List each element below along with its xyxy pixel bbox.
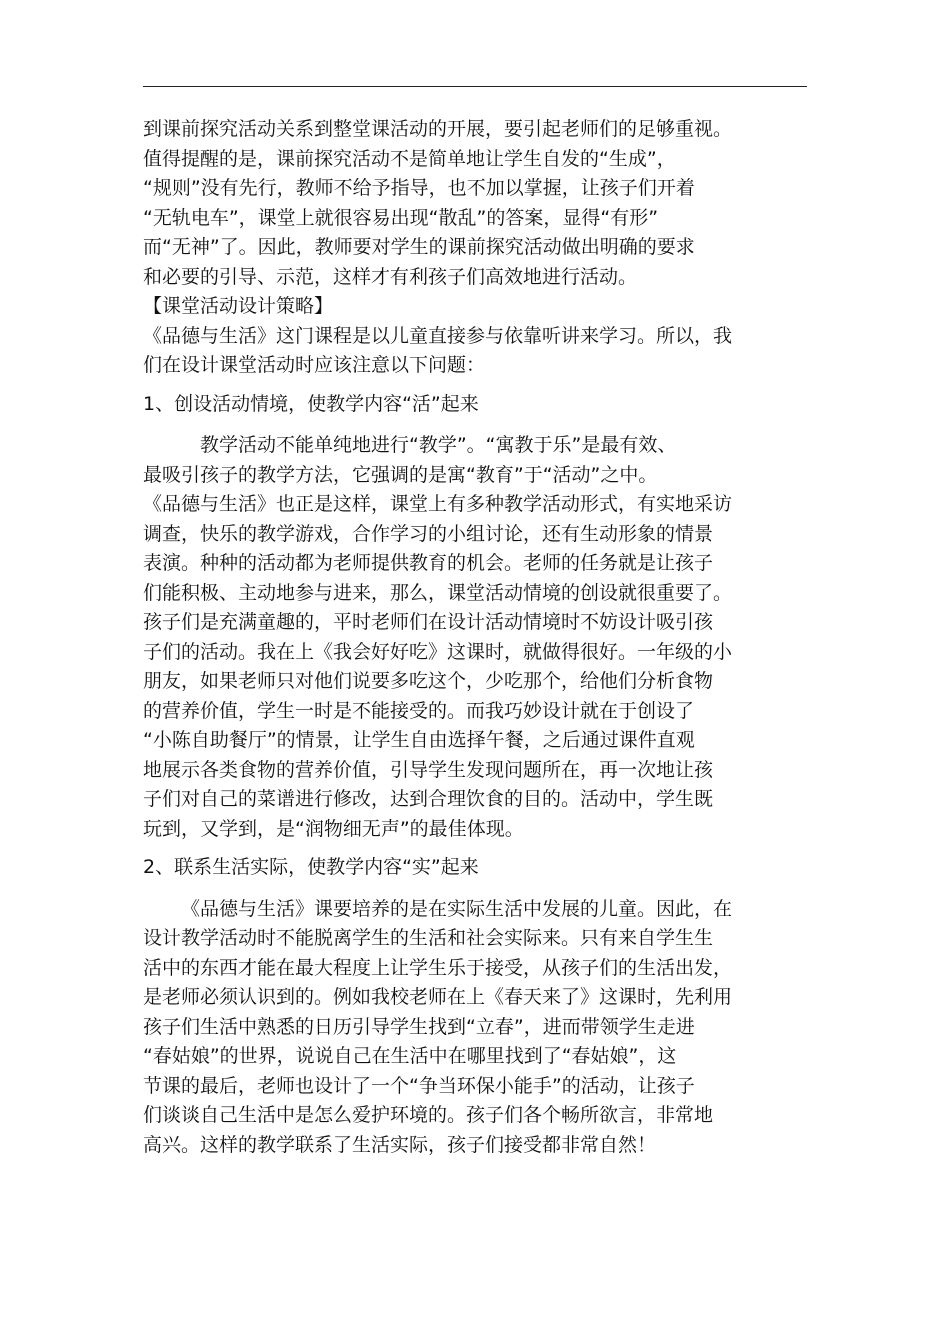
point2-paragraph: [143, 895, 818, 1161]
intro-paragraph: [143, 115, 818, 292]
section-heading: 【课堂活动设计策略】: [143, 295, 334, 317]
text-line: “小陈自助餐厅”的情景，让学生自由选择午餐，之后通过课件直观: [143, 729, 695, 751]
text-line: “无轨电车”，课堂上就很容易出现“散乱”的答案，显得“有形”: [143, 206, 659, 229]
text-line: 地展示各类食物的营养价值，引导学生发现问题所在，再一次地让孩: [143, 758, 714, 781]
text-line: 《品德与生活》也正是这样，课堂上有多种教学活动形式，有实地采访: [143, 493, 733, 515]
text-line: 到课前探究活动关系到整堂课活动的开展，要引起老师们的足够重视。: [143, 118, 733, 140]
text-line: 们能积极、主动地参与进来，那么，课堂活动情境的创设就很重要了。: [143, 581, 733, 604]
text-line: 子们的活动。我在上《我会好好吃》这课时，就做得很好。一年级的小: [143, 640, 733, 663]
point1-paragraph: [143, 431, 818, 844]
point1-heading: 1、创设活动情境，使教学内容“活”起来: [143, 392, 479, 415]
header-rule: [143, 86, 807, 87]
text-line: 玩到，又学到，是“润物细无声”的最佳体现。: [143, 817, 524, 840]
text-line: 孩子们生活中熟悉的日历引导学生找到“立春”，进而带领学生走进: [143, 1015, 695, 1038]
text-line: 表演。种种的活动都为老师提供教育的机会。老师的任务就是让孩子: [143, 552, 714, 574]
text-line: 们谈谈自己生活中是怎么爱护环境的。孩子们各个畅所欲言，非常地: [143, 1104, 714, 1126]
text-line: “春姑娘”的世界，说说自己在生活中在哪里找到了“春姑娘”，这: [143, 1045, 677, 1067]
section-intro-paragraph: [143, 322, 818, 381]
text-line: 朋友，如果老师只对他们说要多吃这个，少吃那个，给他们分析食物: [143, 670, 714, 692]
point2-heading: 2、联系生活实际，使教学内容“实”起来: [143, 856, 479, 878]
text-line: 设计教学活动时不能脱离学生的生活和社会实际来。只有来自学生生: [143, 927, 714, 949]
text-line: 最吸引孩子的教学方法，它强调的是寓“教育”于“活动”之中。: [143, 463, 658, 486]
text-line: 和必要的引导、示范，这样才有利孩子们高效地进行活动。: [143, 265, 638, 288]
text-line: 调查，快乐的教学游戏，合作学习的小组讨论，还有生动形象的情景: [143, 522, 714, 545]
text-line: 教学活动不能单纯地进行“教学”。“寓教于乐”是最有效、: [200, 434, 677, 456]
text-line: 孩子们是充满童趣的，平时老师们在设计活动情境时不妨设计吸引孩: [143, 611, 714, 633]
text-line: “规则”没有先行，教师不给予指导，也不加以掌握，让孩子们开着: [143, 177, 695, 199]
text-line: 的营养价值，学生一时是不能接受的。而我巧妙设计就在于创设了: [143, 699, 695, 722]
text-line: 子们对自己的菜谱进行修改，达到合理饮食的目的。活动中，学生既: [143, 788, 714, 810]
text-line: 是老师必须认识到的。例如我校老师在上《春天来了》这课时，先利用: [143, 986, 733, 1008]
text-line: 活中的东西才能在最大程度上让学生乐于接受，从孩子们的生活出发，: [143, 956, 733, 979]
text-line: 《品德与生活》这门课程是以儿童直接参与依靠听讲来学习。所以，我: [143, 324, 733, 347]
text-line: 《品德与生活》课要培养的是在实际生活中发展的儿童。因此，在: [181, 897, 733, 920]
document-body: [143, 115, 818, 1160]
text-line: 值得提醒的是，课前探究活动不是简单地让学生自发的“生成”，: [143, 147, 676, 170]
text-line: 们在设计课堂活动时应该注意以下问题：: [143, 354, 486, 376]
text-line: 节课的最后，老师也设计了一个“争当环保小能手”的活动，让孩子: [143, 1074, 695, 1097]
text-line: 而“无神”了。因此，教师要对学生的课前探究活动做出明确的要求: [143, 236, 695, 258]
text-line: 高兴。这样的教学联系了生活实际，孩子们接受都非常自然！: [143, 1133, 657, 1156]
